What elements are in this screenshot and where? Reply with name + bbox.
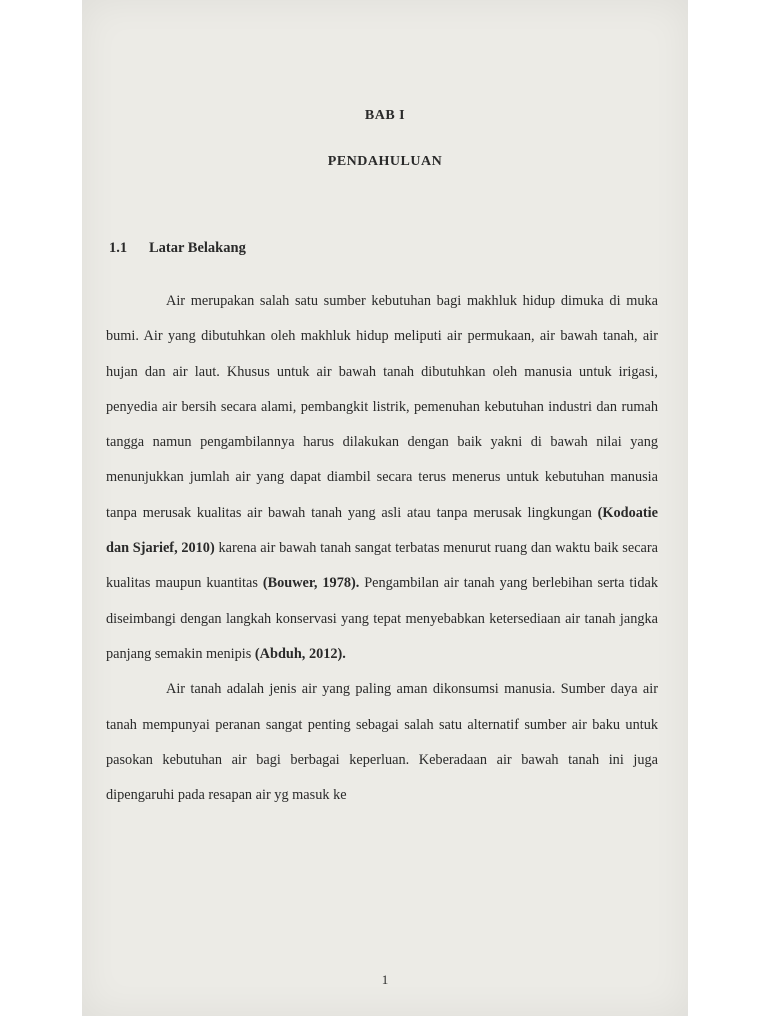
paragraph-2: Air tanah adalah jenis air yang paling aman dikonsumsi manusia. Sumber daya air tanah mempunyai peranan sangat penting sebagai salah satu alternatif sumber air baku untuk pasokan kebutuhan air bagi berbagai keperluan. Keberadaan air bawah tanah ini juga dipengaruhi pada resapan air yg masuk ke xyxy=(106,681,658,804)
section-number: 1.1 xyxy=(109,240,128,256)
chapter-number: BAB I xyxy=(364,108,406,123)
chapter-title: PENDAHULUAN xyxy=(327,154,443,169)
citation-bouwer: (Bouwer, 1978). xyxy=(262,575,360,592)
document-page xyxy=(82,0,688,1016)
paragraph-1-text-3: Pengambilan air tanah yang berlebihan serta tidak diseimbangi dengan langkah konservasi yang tepat menyebabkan ketersediaan air tanah jangka panjang semakin menipis xyxy=(106,575,658,662)
paragraph-1-text-2: karena air bawah tanah sangat terbatas menurut ruang dan waktu baik secara kualitas maupun kuantitas xyxy=(106,540,658,592)
paragraph-1 xyxy=(106,284,658,672)
paragraph-1-text-1: Air merupakan salah satu sumber kebutuhan bagi makhluk hidup dimuka di muka bumi. Air yang dibutuhkan oleh makhluk hidup meliputi air permukaan, air bawah tanah, air hujan dan air laut. Khusus untuk air bawah tanah dibutuhkan oleh manusia untuk irigasi, penyedia air bersih secara alami, pembangkit listrik, pemenuhan kebutuhan industri dan rumah tangga namun pengambilannya harus dilakukan dengan baik yakni di bawah nilai yang menunjukkan jumlah air yang dapat diambil secara terus menerus untuk kebutuhan manusia tanpa merusak kualitas air bawah tanah yang asli atau tanpa merusak lingkungan xyxy=(106,293,658,521)
page-number: 1 xyxy=(381,972,389,987)
citation-abduh: (Abduh, 2012). xyxy=(254,645,346,662)
section-heading xyxy=(109,240,246,257)
citation-kodoatie: (Kodoatie dan Sjarief, 2010) xyxy=(106,504,658,557)
body-text xyxy=(106,284,658,813)
section-title: Latar Belakang xyxy=(149,240,246,256)
